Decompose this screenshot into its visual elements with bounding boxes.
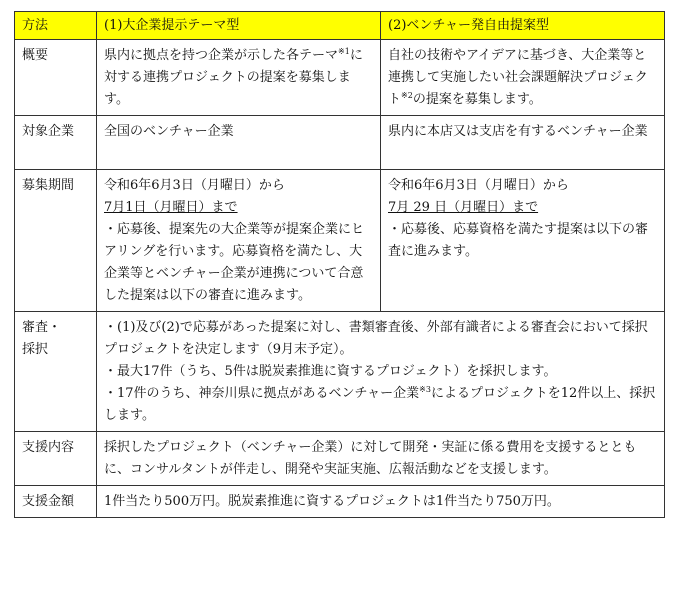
target-theme-type: 全国のベンチャー企業 [97, 116, 381, 170]
footnote-mark-3: ※3 [419, 385, 431, 394]
period-venture-type [381, 170, 665, 312]
overview-venture-text: 自社の技術やアイデアに基づき、大企業等と連携して実施したい社会課題解決プロジェクト [388, 48, 648, 107]
header-large-company-theme: (1)大企業提示テーマ型 [97, 12, 381, 40]
row-overview [15, 40, 665, 116]
label-review-line1: 審査・ [22, 320, 62, 335]
period-end: 7月1日（月曜日）まで [104, 200, 238, 215]
label-amount: 支援金額 [15, 486, 97, 518]
footnote-mark-2: ※2 [401, 91, 413, 100]
row-target [15, 116, 665, 170]
overview-venture-text-cont: の提案を募集します。 [412, 92, 542, 107]
row-period [15, 170, 665, 312]
period-theme-type [97, 170, 381, 312]
header-venture-proposal: (2)ベンチャー発自由提案型 [381, 12, 665, 40]
review-bullet-3 [104, 383, 658, 427]
table-header-row [15, 12, 665, 40]
program-table [14, 11, 665, 518]
row-support [15, 432, 665, 486]
review-bullet-3-text-cont: によるプロジェクトを12件以上、採択します。 [104, 386, 656, 423]
period-end: 7月 29 日（月曜日）まで [388, 200, 539, 215]
review-bullet-2: ・最大17件（うち、5件は脱炭素推進に資するプロジェクト）を採択します。 [104, 364, 557, 379]
overview-theme-text-cont: に対する連携プロジェクトの提案を募集します。 [104, 48, 363, 107]
review-bullet-1: ・(1)及び(2)で応募があった提案に対し、書類審査後、外部有識者による審査会において採択プロジェクトを決定します（9月末予定）。 [104, 320, 648, 357]
header-method: 方法 [15, 12, 97, 40]
footnote-mark-1: ※1 [338, 47, 350, 56]
period-note: ・応募後、提案先の大企業等が提案企業にヒアリングを行います。応募資格を満たし、大企業等とベンチャー企業が連携について合意した提案は以下の審査に進みます。 [104, 222, 365, 303]
period-start: 令和6年6月3日（月曜日）から [388, 178, 569, 193]
amount-content: 1件当たり500万円。脱炭素推進に資するプロジェクトは1件当たり750万円。 [97, 486, 665, 518]
label-period: 募集期間 [15, 170, 97, 312]
period-note: ・応募後、応募資格を満たす提案は以下の審査に進みます。 [388, 222, 649, 259]
target-venture-type: 県内に本店又は支店を有するベンチャー企業 [381, 116, 665, 170]
support-content: 採択したプロジェクト（ベンチャー企業）に対して開発・実証に係る費用を支援するとともに、コンサルタントが伴走し、開発や実証実施、広報活動などを支援します。 [97, 432, 665, 486]
period-start: 令和6年6月3日（月曜日）から [104, 178, 285, 193]
label-overview: 概要 [15, 40, 97, 116]
review-content [97, 312, 665, 432]
row-review [15, 312, 665, 432]
overview-venture-type [381, 40, 665, 116]
label-review-line2: 採択 [22, 342, 49, 357]
label-review [15, 312, 97, 432]
label-support: 支援内容 [15, 432, 97, 486]
review-bullet-3-text: ・17件のうち、神奈川県に拠点があるベンチャー企業 [104, 386, 420, 401]
overview-theme-text: 県内に拠点を持つ企業が示した各テーマ [104, 48, 339, 63]
overview-theme-type [97, 40, 381, 116]
label-target: 対象企業 [15, 116, 97, 170]
row-amount [15, 486, 665, 518]
